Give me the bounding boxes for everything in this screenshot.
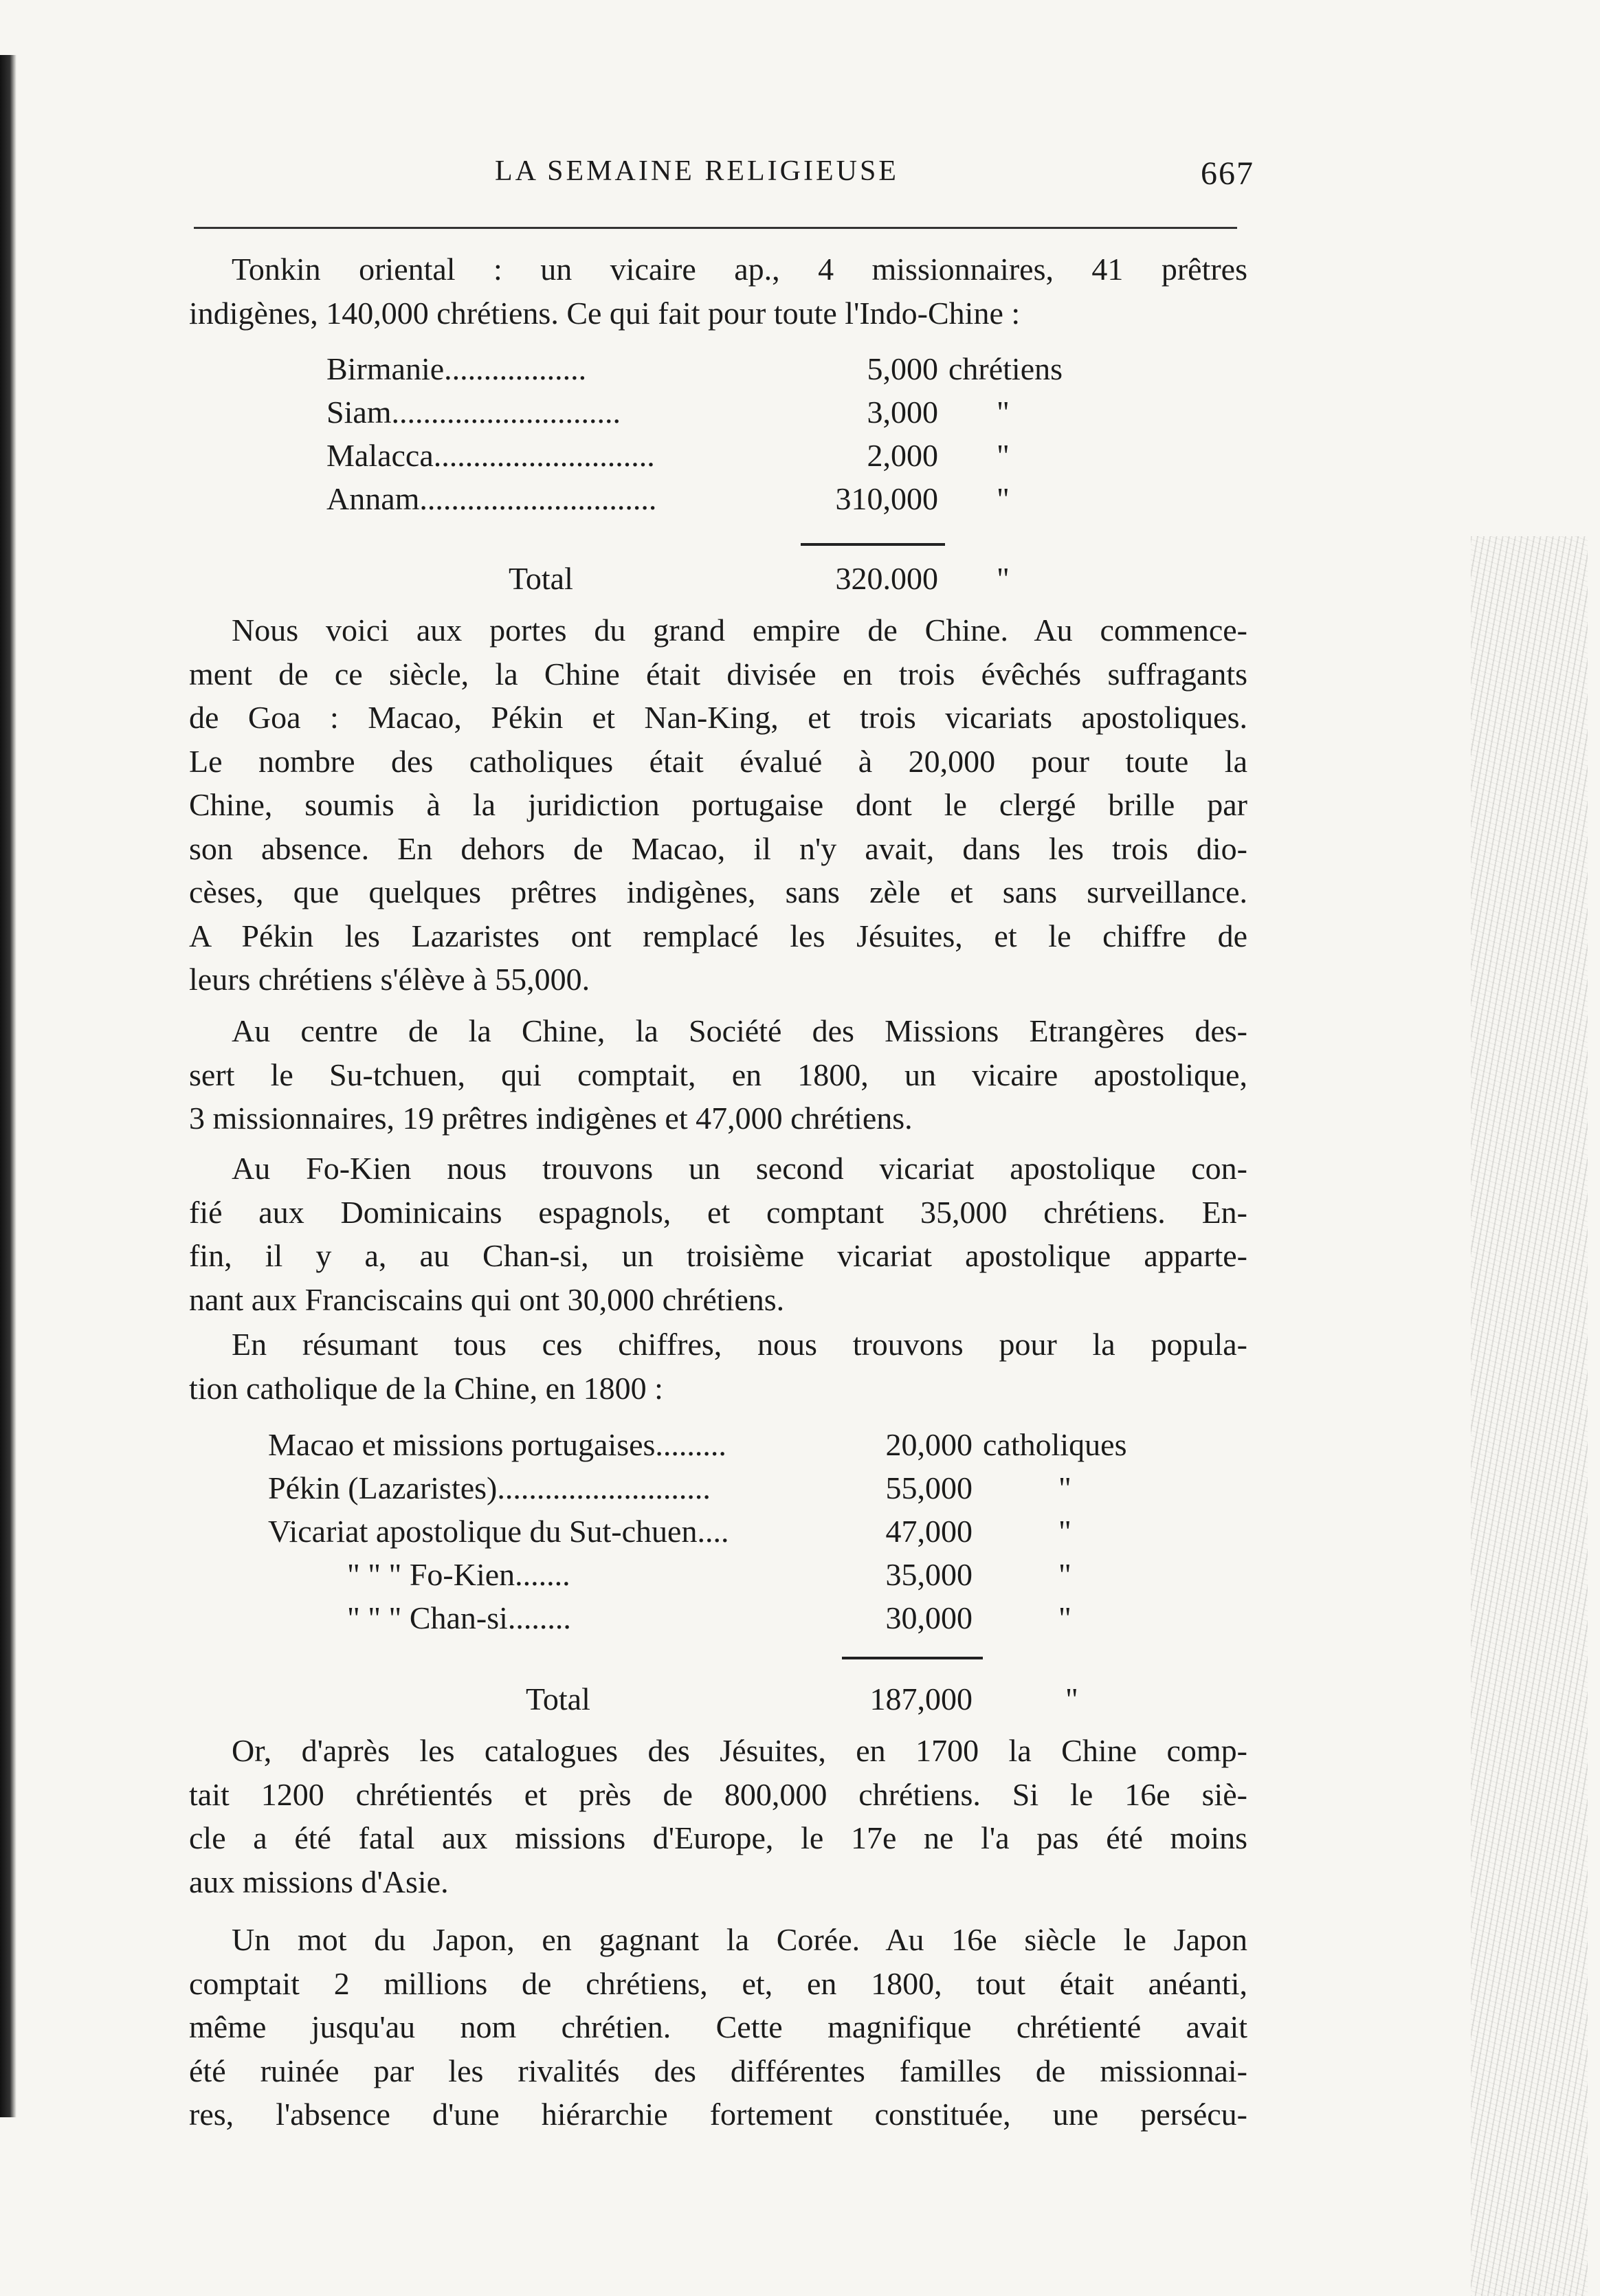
- row-value: 3,000: [867, 395, 938, 430]
- row-value: 47,000: [885, 1514, 973, 1549]
- row-unit: ": [1058, 1600, 1071, 1635]
- text-line: même jusqu'au nom chrétien. Cette magnifique chrétienté avait: [189, 2009, 1247, 2044]
- header-rule: [194, 227, 1237, 229]
- running-header: [189, 155, 1254, 196]
- row-unit: ": [997, 438, 1010, 473]
- row-label: " " " Fo-Kien.......: [347, 1557, 570, 1592]
- row-unit: catholiques: [983, 1427, 1127, 1462]
- row-label: Macao et missions portugaises.........: [268, 1427, 726, 1462]
- text-line: ment de ce siècle, la Chine était divisée en trois évêchés suffragants: [189, 656, 1247, 692]
- text-line: res, l'absence d'une hiérarchie fortement constituée, une persécu-: [189, 2097, 1247, 2132]
- row-label: Siam.............................: [326, 395, 621, 430]
- paragraph-fo-kien: [189, 1147, 1247, 1321]
- row-unit: ": [1058, 1514, 1071, 1549]
- row-value: 310,000: [835, 481, 938, 516]
- row-unit: ": [997, 395, 1010, 430]
- row-label: Birmanie..................: [326, 351, 587, 386]
- text-line: cèses, que quelques prêtres indigènes, sans zèle et sans surveillance.: [189, 874, 1247, 909]
- row-value: 30,000: [885, 1600, 973, 1635]
- text-line: Or, d'après les catalogues des Jésuites, en 1700 la Chine comp-: [232, 1733, 1247, 1768]
- row-unit: ": [1058, 1557, 1071, 1592]
- text-line: aux missions d'Asie.: [189, 1864, 449, 1899]
- row-value: 20,000: [885, 1427, 973, 1462]
- running-title: LA SEMAINE RELIGIEUSE: [495, 155, 899, 187]
- paragraph-su-tchuen: [189, 1009, 1247, 1140]
- row-value: 35,000: [885, 1557, 973, 1592]
- row-label: Vicariat apostolique du Sut-chuen....: [268, 1514, 729, 1549]
- text-line: nant aux Franciscains qui ont 30,000 chrétiens.: [189, 1281, 785, 1317]
- text-line: A Pékin les Lazaristes ont remplacé les Jésuites, et le chiffre de: [189, 918, 1247, 953]
- paragraph-jesuites: [189, 1729, 1247, 1903]
- text-line: Tonkin oriental : un vicaire ap., 4 missionnaires, 41 prêtres: [232, 252, 1247, 287]
- sum-rule: [842, 1657, 983, 1659]
- row-label: " " " Chan-si........: [347, 1600, 571, 1635]
- text-line: cle a été fatal aux missions d'Europe, le 17e ne l'a pas été moins: [189, 1820, 1247, 1855]
- row-unit: ": [1058, 1470, 1071, 1505]
- row-value: 5,000: [867, 351, 938, 386]
- paragraph-chine: [189, 608, 1247, 1002]
- text-line: indigènes, 140,000 chrétiens. Ce qui fait pour toute l'Indo-Chine :: [189, 295, 1021, 331]
- text-line: leurs chrétiens s'élève à 55,000.: [189, 962, 590, 997]
- paragraph-resume: [189, 1323, 1247, 1410]
- row-unit: chrétiens: [948, 351, 1063, 386]
- row-value: 2,000: [867, 438, 938, 473]
- total-unit: ": [1065, 1681, 1078, 1717]
- text-line: son absence. En dehors de Macao, il n'y avait, dans les trois dio-: [189, 830, 1247, 866]
- text-line: Au Fo-Kien nous trouvons un second vicariat apostolique con-: [232, 1151, 1247, 1186]
- page-edge-noise: [1471, 536, 1588, 2296]
- text-line: de Goa : Macao, Pékin et Nan-King, et trois vicariats apostoliques.: [189, 700, 1247, 735]
- text-line: sert le Su-tchuen, qui comptait, en 1800, un vicaire apostolique,: [189, 1057, 1247, 1092]
- text-line: 3 missionnaires, 19 prêtres indigènes et 47,000 chrétiens.: [189, 1101, 913, 1136]
- total-value: 187,000: [869, 1681, 973, 1717]
- text-line: Nous voici aux portes du grand empire de Chine. Au commence-: [232, 612, 1247, 648]
- total-label: Total: [509, 561, 573, 596]
- row-label: Pékin (Lazaristes)...........................: [268, 1470, 711, 1505]
- text-line: Chine, soumis à la juridiction portugaise dont le clergé brille par: [189, 787, 1247, 822]
- paragraph-tonkin: [189, 247, 1247, 335]
- sum-rule: [801, 543, 945, 546]
- text-line: été ruinée par les rivalités des différentes familles de missionnai-: [189, 2053, 1247, 2088]
- text-line: En résumant tous ces chiffres, nous trouvons pour la popula-: [232, 1327, 1247, 1362]
- row-value: 55,000: [885, 1470, 973, 1505]
- text-line: fié aux Dominicains espagnols, et comptant 35,000 chrétiens. En-: [189, 1194, 1247, 1230]
- text-line: fin, il y a, au Chan-si, un troisième vicariat apostolique apparte-: [189, 1238, 1247, 1273]
- total-label: Total: [526, 1681, 590, 1717]
- text-line: Au centre de la Chine, la Société des Missions Etrangères des-: [232, 1013, 1247, 1048]
- total-unit: ": [997, 561, 1010, 596]
- row-unit: ": [997, 481, 1010, 516]
- binding-shadow: [0, 55, 16, 2117]
- text-line: Un mot du Japon, en gagnant la Corée. Au 16e siècle le Japon: [232, 1922, 1247, 1957]
- paragraph-japon: [189, 1918, 1247, 2137]
- row-label: Malacca............................: [326, 438, 655, 473]
- row-label: Annam..............................: [326, 481, 657, 516]
- page-number: 667: [1201, 155, 1254, 192]
- total-value: 320.000: [835, 561, 938, 596]
- text-line: tait 1200 chrétientés et près de 800,000 chrétiens. Si le 16e siè-: [189, 1776, 1247, 1812]
- text-line: Le nombre des catholiques était évalué à 20,000 pour toute la: [189, 743, 1247, 779]
- text-line: comptait 2 millions de chrétiens, et, en 1800, tout était anéanti,: [189, 1965, 1247, 2001]
- text-line: tion catholique de la Chine, en 1800 :: [189, 1370, 663, 1406]
